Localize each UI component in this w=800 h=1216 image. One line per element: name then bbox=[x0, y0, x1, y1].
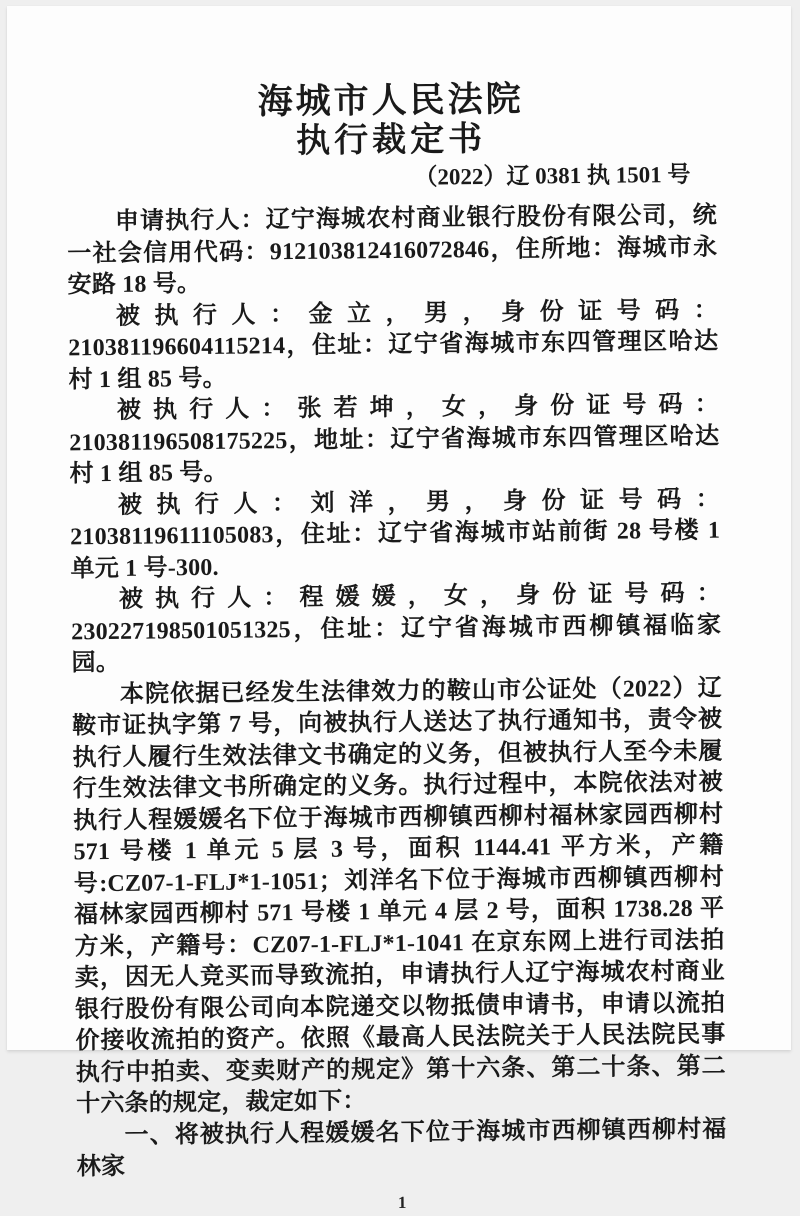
paragraph-respondent-chengyuanyuan: 被执行人：程媛媛，女，身份证号码：230227198501051325，住址：辽宁省海城市西柳镇福临家园。 bbox=[71, 580, 722, 677]
paragraph-respondent-jinli: 被执行人：金立，男，身份证号码：210381196604115214，住址：辽宁省海城市东四管理区哈达村 1 组 85 号。 bbox=[68, 297, 719, 393]
paragraph-ruling-basis: 本院依据已经发生法律效力的鞍山市公证处（2022）辽鞍市证执字第 7 号，向被执行人送达了执行通知书，责令被执行人履行生效法律文书确定的义务，但被执行人至今未履行生效法律文书所确定的义务。执行过程中，本院依法对被执行人程媛媛名下位于海城市西柳镇西柳村福林家园西柳村 571 号楼 1 单元 5 层 3 号，面积 1144.41 平方米，产籍号:CZ07-1-FLJ*1-1051；刘洋名下位于海城市西柳镇西柳村福林家园西柳村 571 号楼 1 单元 4 层 2 号，面积 1738.28 平方米，产籍号：CZ07-1-FLJ*1-1041 在京东网上进行司法拍卖，因无人竞买而导致流拍，申请执行人辽宁海城农村商业银行股份有限公司向本院递交以物抵债申请书，申请以流拍价接收流拍的资产。依照《最高人民法院关于人民法院民事执行中拍卖、变卖财产的规定》第十六条、第二十条、第二十六条的规定，裁定如下： bbox=[72, 675, 726, 1118]
page-number: 1 bbox=[397, 1192, 407, 1212]
paragraph-respondent-zhangruokun: 被执行人：张若坤，女，身份证号码：210381196508175225，地址：辽宁省海城市东四管理区哈达村 1 组 85 号。 bbox=[69, 391, 720, 488]
scanned-document-page bbox=[7, 6, 791, 1212]
paragraph-applicant: 申请执行人：辽宁海城农村商业银行股份有限公司，统一社会信用代码：912103812416072846，住所地：海城市永安路 18 号。 bbox=[67, 202, 718, 299]
paragraph-respondent-liuyang: 被执行人：刘洋，男，身份证号码：21038119611105083，住址：辽宁省海城市站前街 28 号楼 1 单元 1 号-300. bbox=[70, 486, 721, 582]
document-body bbox=[67, 201, 727, 1184]
case-number: （2022）辽 0381 执 1501 号 bbox=[414, 161, 691, 190]
document-content bbox=[65, 3, 728, 1216]
court-name: 海城市人民法院 bbox=[257, 79, 524, 122]
paragraph-ruling-item-one: 一、将被执行人程媛媛名下位于海城市西柳镇西柳村福林家 bbox=[76, 1116, 727, 1181]
document-title: 执行裁定书 bbox=[295, 121, 487, 161]
